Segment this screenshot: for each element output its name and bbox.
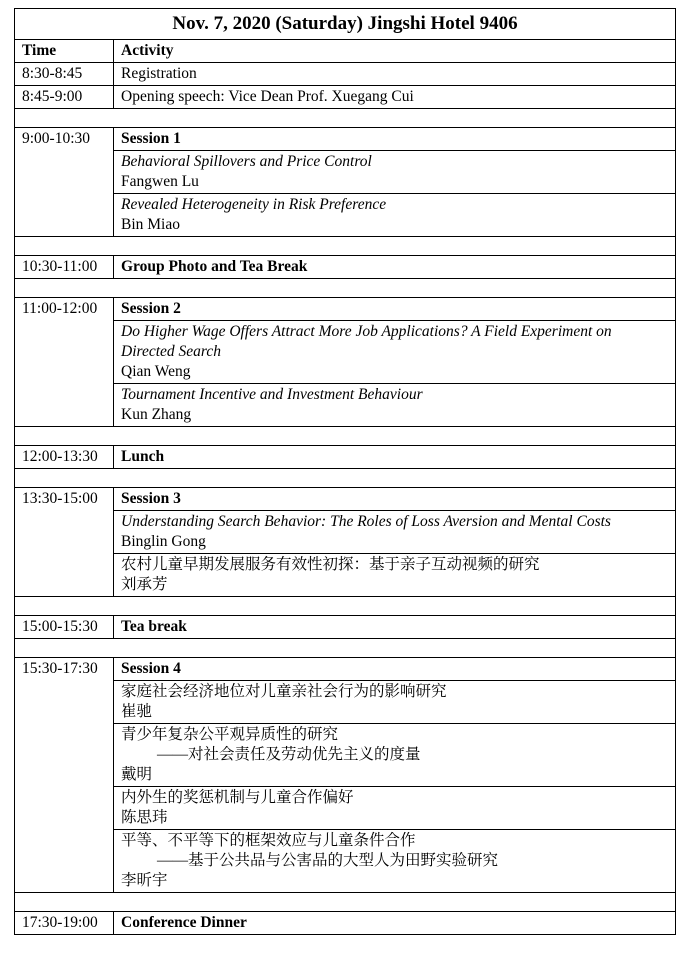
activity-cell: Group Photo and Tea Break — [114, 256, 676, 279]
time-cell: 11:00-12:00 — [15, 298, 114, 427]
talk-row — [15, 830, 676, 893]
talk-cell — [114, 554, 676, 597]
talk-row — [15, 151, 676, 194]
talk-title-line: Tournament Incentive and Investment Behaviour — [121, 386, 423, 403]
session-header-row — [15, 128, 676, 151]
schedule-row — [15, 912, 676, 935]
session-label-cell: Session 3 — [114, 488, 676, 511]
talk-title-line: Do Higher Wage Offers Attract More Job Applications? A Field Experiment on Directed Search — [121, 323, 612, 360]
session-label-cell: Session 1 — [114, 128, 676, 151]
spacer-row — [15, 893, 676, 912]
talk-speaker: 刘承芳 — [121, 576, 168, 593]
time-cell: 9:00-10:30 — [15, 128, 114, 237]
talk-title-line: Behavioral Spillovers and Price Control — [121, 153, 372, 170]
talk-row — [15, 511, 676, 554]
spacer-row — [15, 237, 676, 256]
talk-speaker: Qian Weng — [121, 363, 191, 380]
session-header-row — [15, 488, 676, 511]
spacer-cell — [15, 237, 676, 256]
spacer-cell — [15, 893, 676, 912]
talk-cell — [114, 787, 676, 830]
session-label-cell: Session 4 — [114, 658, 676, 681]
schedule-row — [15, 63, 676, 86]
column-header-time: Time — [15, 40, 114, 63]
talk-title-line: 农村儿童早期发展服务有效性初探：基于亲子互动视频的研究 — [121, 556, 540, 573]
time-cell: 10:30-11:00 — [15, 256, 114, 279]
talk-row — [15, 321, 676, 384]
spacer-cell — [15, 469, 676, 488]
talk-title-line: ——对社会责任及劳动优先主义的度量 — [157, 746, 421, 763]
session-label-cell: Session 2 — [114, 298, 676, 321]
spacer-row — [15, 639, 676, 658]
talk-cell — [114, 151, 676, 194]
talk-speaker: 崔驰 — [121, 703, 153, 720]
talk-cell — [114, 321, 676, 384]
talk-speaker: 陈思玮 — [121, 809, 168, 826]
schedule-body — [15, 63, 676, 935]
talk-speaker: Kun Zhang — [121, 406, 192, 423]
session-header-row — [15, 658, 676, 681]
spacer-row — [15, 279, 676, 298]
schedule-row — [15, 616, 676, 639]
activity-cell: Conference Dinner — [114, 912, 676, 935]
talk-speaker: 李昕宇 — [121, 872, 168, 889]
talk-row — [15, 724, 676, 787]
activity-cell: Registration — [114, 63, 676, 86]
talk-row — [15, 787, 676, 830]
time-cell: 15:00-15:30 — [15, 616, 114, 639]
talk-cell — [114, 830, 676, 893]
talk-title-line: 内外生的奖惩机制与儿童合作偏好 — [121, 789, 354, 806]
column-header-activity: Activity — [114, 40, 676, 63]
talk-cell — [114, 681, 676, 724]
talk-title-line: 家庭社会经济地位对儿童亲社会行为的影响研究 — [121, 683, 447, 700]
spacer-cell — [15, 639, 676, 658]
title-row — [15, 9, 676, 40]
spacer-row — [15, 109, 676, 128]
schedule-row — [15, 86, 676, 109]
spacer-row — [15, 597, 676, 616]
activity-cell: Tea break — [114, 616, 676, 639]
activity-cell: Lunch — [114, 446, 676, 469]
talk-speaker: 戴明 — [121, 766, 153, 783]
page-title: Nov. 7, 2020 (Saturday) Jingshi Hotel 9406 — [15, 9, 676, 40]
time-cell: 8:45-9:00 — [15, 86, 114, 109]
talk-row — [15, 384, 676, 427]
spacer-cell — [15, 597, 676, 616]
talk-cell — [114, 511, 676, 554]
time-cell: 17:30-19:00 — [15, 912, 114, 935]
talk-cell — [114, 384, 676, 427]
talk-row — [15, 554, 676, 597]
header-row — [15, 40, 676, 63]
spacer-cell — [15, 279, 676, 298]
schedule-row — [15, 446, 676, 469]
talk-row — [15, 194, 676, 237]
talk-title-line: Revealed Heterogeneity in Risk Preference — [121, 196, 387, 213]
talk-title-line: 平等、不平等下的框架效应与儿童条件合作 — [121, 832, 416, 849]
spacer-cell — [15, 427, 676, 446]
time-cell: 13:30-15:00 — [15, 488, 114, 597]
schedule-row — [15, 256, 676, 279]
talk-speaker: Bin Miao — [121, 216, 180, 233]
talk-row — [15, 681, 676, 724]
time-cell: 15:30-17:30 — [15, 658, 114, 893]
conference-schedule-table — [14, 8, 676, 935]
time-cell: 8:30-8:45 — [15, 63, 114, 86]
activity-cell: Opening speech: Vice Dean Prof. Xuegang Cui — [114, 86, 676, 109]
talk-speaker: Binglin Gong — [121, 533, 206, 550]
spacer-row — [15, 469, 676, 488]
time-cell: 12:00-13:30 — [15, 446, 114, 469]
talk-speaker: Fangwen Lu — [121, 173, 199, 190]
talk-cell — [114, 724, 676, 787]
talk-title-line: ——基于公共品与公害品的大型人为田野实验研究 — [157, 852, 499, 869]
spacer-row — [15, 427, 676, 446]
talk-title-line: 青少年复杂公平观异质性的研究 — [121, 726, 339, 743]
spacer-cell — [15, 109, 676, 128]
talk-title-line: Understanding Search Behavior: The Roles of Loss Aversion and Mental Costs — [121, 513, 611, 530]
session-header-row — [15, 298, 676, 321]
talk-cell — [114, 194, 676, 237]
